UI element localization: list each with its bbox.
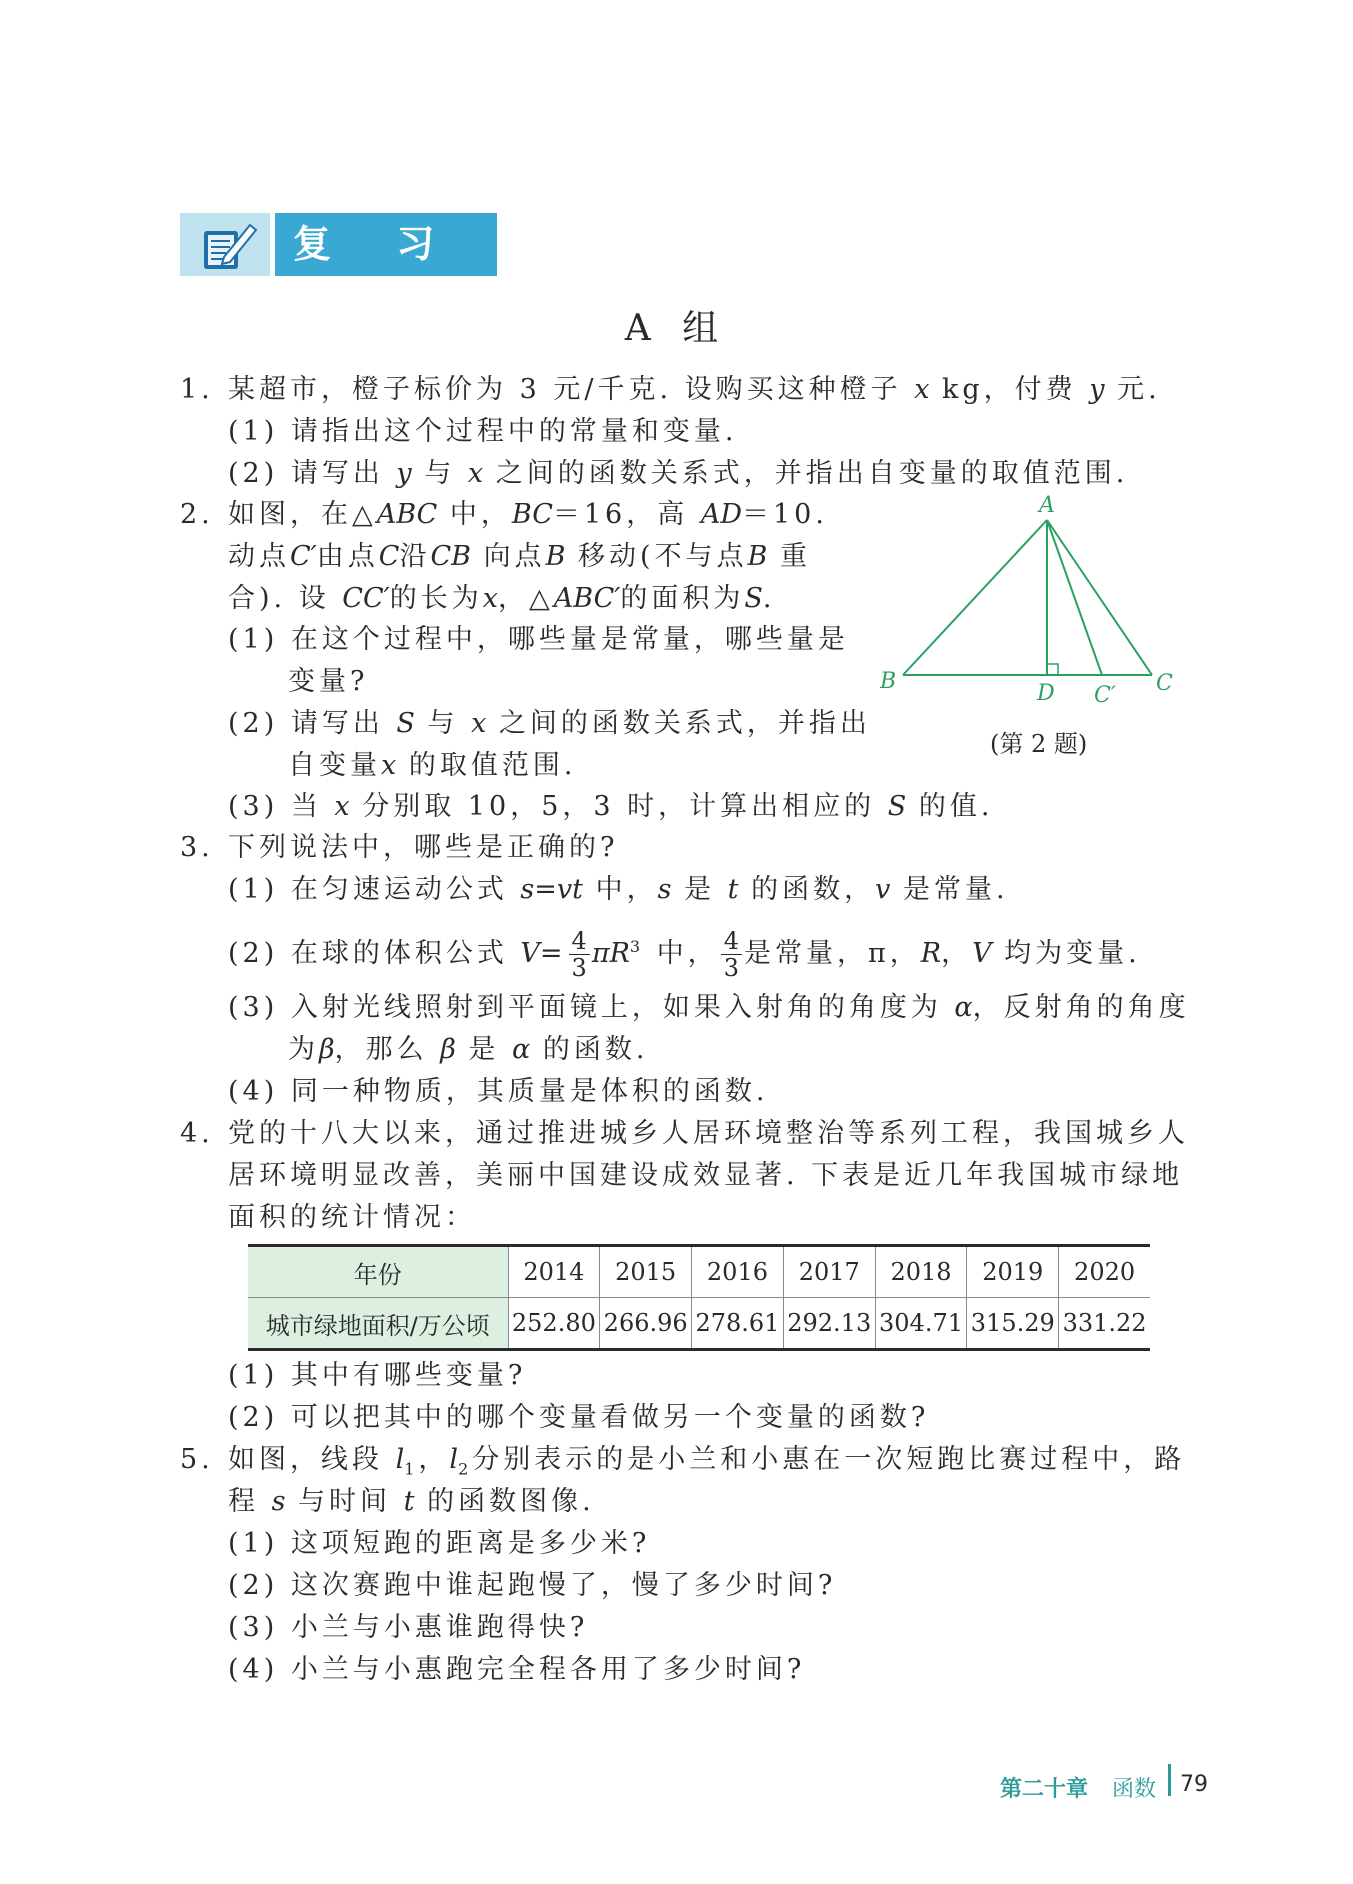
q2-part2-line2: 自变量x 的取值范围. bbox=[288, 750, 577, 781]
q3-stem: 下列说法中，哪些是正确的? bbox=[228, 832, 619, 863]
q5-part3: (3) 小兰与小惠谁跑得快? bbox=[228, 1612, 589, 1643]
label-c: C bbox=[1156, 671, 1173, 696]
q5-part4: (4) 小兰与小惠跑完全程各用了多少时间? bbox=[228, 1654, 806, 1685]
label-d: D bbox=[1037, 681, 1055, 706]
q4-stem-line3: 面积的统计情况： bbox=[228, 1202, 476, 1233]
q5-part1: (1) 这项短跑的距离是多少米? bbox=[228, 1528, 651, 1559]
green-area-table bbox=[248, 1244, 1150, 1351]
footer-topic: 函数 bbox=[1112, 1777, 1157, 1802]
fraction-four-thirds-2: $\frac{4}{3}$ bbox=[721, 928, 742, 981]
banner-title-box bbox=[275, 213, 497, 321]
q2-part1-line1: (1) 在这个过程中，哪些量是常量，哪些量是 bbox=[228, 624, 849, 655]
triangle-figure bbox=[880, 490, 1180, 710]
q3-part1: (1) 在匀速运动公式 s=vt 中，s 是 t 的函数，v 是常量. bbox=[228, 874, 1009, 905]
label-b: B bbox=[880, 669, 897, 694]
q4-stem-line1: 党的十八大以来，通过推进城乡人居环境整治等系列工程，我国城乡人 bbox=[228, 1118, 1189, 1149]
page-number: 79 bbox=[1180, 1772, 1208, 1797]
q5-number: 5. bbox=[180, 1444, 214, 1475]
header-label: 年份 bbox=[248, 1246, 508, 1298]
edge-ac bbox=[1047, 520, 1152, 675]
q1-stem: 某超市，橙子标价为 3 元/千克. 设购买这种橙子 x kg，付费 y 元. bbox=[228, 374, 1161, 405]
footer-divider bbox=[1168, 1764, 1171, 1796]
fraction-four-thirds: $\frac{4}{3}$ bbox=[569, 928, 590, 981]
edge-ab bbox=[903, 520, 1047, 675]
q4-number: 4. bbox=[180, 1118, 214, 1149]
value-cell: 304.71 bbox=[875, 1298, 967, 1350]
footer-chapter: 第二十章 bbox=[1000, 1777, 1089, 1802]
year-cell: 2017 bbox=[783, 1246, 875, 1298]
q2-stem-line2: 动点C′由点C沿CB 向点B 移动(不与点B 重 bbox=[228, 541, 811, 572]
year-cell: 2018 bbox=[875, 1246, 967, 1298]
section-title: 复 习 题 bbox=[293, 222, 461, 321]
q2-part2-line1: (2) 请写出 S 与 x 之间的函数关系式，并指出 bbox=[228, 708, 871, 739]
q2-part3: (3) 当 x 分别取 10，5，3 时，计算出相应的 S 的值. bbox=[228, 791, 994, 822]
q3-part3-line2: 为β，那么 β 是 α 的函数. bbox=[288, 1034, 649, 1065]
table-value-row bbox=[248, 1298, 1150, 1350]
year-cell: 2015 bbox=[600, 1246, 692, 1298]
q4-stem-line2: 居环境明显改善，美丽中国建设成效显著. 下表是近几年我国城市绿地 bbox=[228, 1160, 1184, 1191]
right-angle-mark bbox=[1047, 664, 1058, 675]
value-cell: 252.80 bbox=[508, 1298, 600, 1350]
q2-part1-line2: 变量? bbox=[288, 666, 369, 697]
q1-part1: (1) 请指出这个过程中的常量和变量. bbox=[228, 416, 738, 447]
segment-ac-prime bbox=[1047, 520, 1102, 675]
value-cell: 292.13 bbox=[783, 1298, 875, 1350]
table-header-row bbox=[248, 1246, 1150, 1298]
value-cell: 278.61 bbox=[692, 1298, 784, 1350]
year-cell: 2020 bbox=[1059, 1246, 1150, 1298]
q5-stem-line2: 程 s 与时间 t 的函数图像. bbox=[228, 1486, 595, 1517]
section-banner bbox=[180, 213, 497, 321]
value-cell: 331.22 bbox=[1059, 1298, 1150, 1350]
q2-stem-line3: 合). 设 CC′的长为x，△ABC′的面积为S. bbox=[228, 583, 776, 614]
pencil-notebook-icon bbox=[180, 213, 270, 276]
q5-stem-line1: 如图，线段 $l_1$，$l_2$分别表示的是小兰和小惠在一次短跑比赛过程中，路 bbox=[228, 1444, 1186, 1479]
value-cell: 266.96 bbox=[600, 1298, 692, 1350]
year-cell: 2019 bbox=[967, 1246, 1059, 1298]
q3-part2: (2) 在球的体积公式 V= $\frac{4}{3}$ $\pi R^3$ 中， $\frac{4}{3}$ 是常量，π，R，V 均为变量. bbox=[228, 927, 1141, 982]
q2-stem-line1: 如图，在△ABC 中，BC＝16，高 AD＝10. bbox=[228, 499, 828, 530]
value-cell: 315.29 bbox=[967, 1298, 1059, 1350]
group-title: A 组 bbox=[624, 308, 729, 349]
year-cell: 2016 bbox=[692, 1246, 784, 1298]
banner-icon-box bbox=[180, 213, 270, 276]
figure-caption: (第 2 题) bbox=[990, 730, 1088, 758]
label-c-prime: C′ bbox=[1094, 683, 1116, 708]
q1-part2: (2) 请写出 y 与 x 之间的函数关系式，并指出自变量的取值范围. bbox=[228, 458, 1129, 489]
q3-part4: (4) 同一种物质，其质量是体积的函数. bbox=[228, 1076, 769, 1107]
q5-part2: (2) 这次赛跑中谁起跑慢了，慢了多少时间? bbox=[228, 1570, 837, 1601]
q1-number: 1. bbox=[180, 374, 214, 405]
q3-part3-line1: (3) 入射光线照射到平面镜上，如果入射角的角度为 α，反射角的角度 bbox=[228, 992, 1190, 1023]
q3-number: 3. bbox=[180, 832, 214, 863]
year-cell: 2014 bbox=[508, 1246, 600, 1298]
q4-part2: (2) 可以把其中的哪个变量看做另一个变量的函数? bbox=[228, 1402, 930, 1433]
q2-number: 2. bbox=[180, 499, 214, 530]
row-label: 城市绿地面积/万公顷 bbox=[248, 1298, 508, 1350]
q4-part1: (1) 其中有哪些变量? bbox=[228, 1360, 527, 1391]
label-a: A bbox=[1039, 493, 1055, 518]
